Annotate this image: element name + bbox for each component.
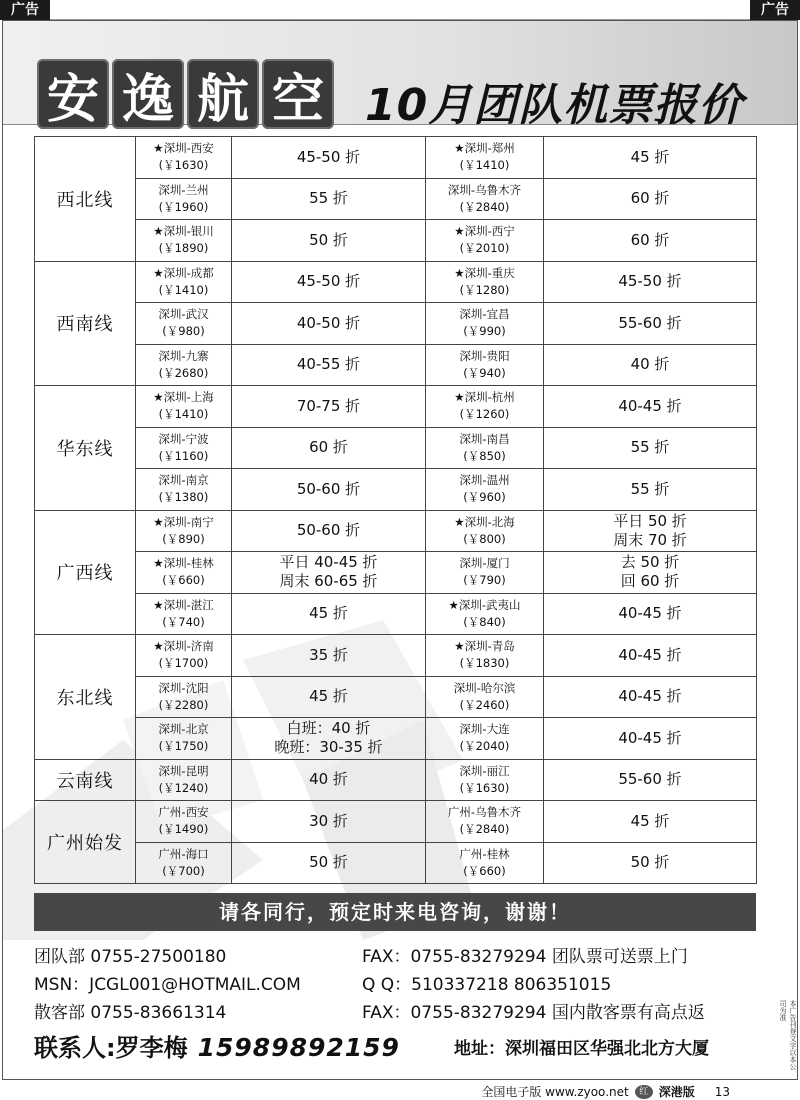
route-line: [426, 140, 543, 157]
route-name: 深圳-青岛: [464, 639, 515, 654]
discount-text: 45 折: [630, 811, 670, 830]
fare-row: [35, 676, 757, 718]
fare-row: [35, 759, 757, 801]
route-line: [426, 265, 543, 282]
discount-text: 平日 50 折: [613, 511, 687, 530]
route-line: [136, 306, 231, 323]
fare-row: [35, 261, 757, 303]
route-line: [426, 846, 543, 863]
route-name: 深圳-上海: [163, 390, 214, 405]
route-name: 深圳-北海: [464, 514, 515, 529]
discount-text: 45-50 折: [296, 272, 361, 291]
featured-star-icon: ★: [153, 224, 164, 239]
discount-cell: [544, 469, 757, 511]
discount-text: 45 折: [309, 687, 348, 706]
fare-row: [35, 552, 757, 594]
discount-text: 45-50 折: [618, 272, 682, 291]
discount-cell: [232, 552, 426, 594]
route-name: 深圳-厦门: [459, 556, 510, 571]
discount-cell: [544, 552, 757, 594]
discount-cell: [544, 718, 757, 760]
route-price: (￥1240): [158, 780, 209, 795]
route-price: (￥1890): [158, 241, 209, 256]
discount-cell: [232, 386, 426, 428]
route-name: 深圳-南昌: [459, 431, 510, 446]
route-cell: [426, 552, 544, 594]
route-cell: [426, 137, 544, 179]
route-name: 广州-桂林: [459, 846, 510, 861]
discount-text: 70-75 折: [296, 396, 361, 415]
route-cell: [136, 178, 232, 220]
region-label: 云南线: [35, 759, 136, 801]
route-line: [136, 182, 231, 199]
route-price: (￥1160): [158, 448, 209, 463]
discount-cell: [232, 593, 426, 635]
route-cell: [136, 801, 232, 843]
featured-star-icon: ★: [454, 390, 465, 405]
route-line: [136, 514, 231, 531]
route-cell: [426, 469, 544, 511]
fare-row: [35, 303, 757, 345]
featured-star-icon: ★: [153, 514, 164, 529]
edition-label: 深港版: [658, 1085, 695, 1099]
fare-table-body: [35, 137, 757, 884]
discount-cell: [232, 676, 426, 718]
route-name: 深圳-沈阳: [158, 680, 209, 695]
discount-text: 40-45 折: [618, 687, 682, 706]
discount-text: 60 折: [309, 438, 348, 457]
route-line: [136, 680, 231, 697]
route-name: 深圳-南京: [158, 473, 209, 488]
fare-row: [35, 386, 757, 428]
route-line: [136, 597, 231, 614]
discount-text: 50-60 折: [296, 479, 361, 498]
route-cell: [426, 718, 544, 760]
route-cell: [426, 635, 544, 677]
discount-cell: [232, 842, 426, 884]
featured-star-icon: ★: [153, 265, 164, 280]
fare-row: [35, 801, 757, 843]
route-name: 深圳-昆明: [158, 763, 209, 778]
contact-person-row: [34, 1028, 774, 1064]
discount-cell: [232, 469, 426, 511]
route-price: (￥660): [162, 573, 205, 588]
route-name: 深圳-桂林: [163, 556, 214, 571]
route-line: [426, 804, 543, 821]
route-cell: [136, 386, 232, 428]
discount-text: 40-45 折: [618, 645, 682, 664]
route-name: 广州-乌鲁木齐: [447, 805, 522, 820]
route-line: [136, 431, 231, 448]
discount-cell: [544, 759, 757, 801]
discount-text: 55 折: [630, 479, 670, 498]
route-price: (￥850): [463, 448, 506, 463]
contact-person: [34, 1028, 400, 1063]
route-price: (￥1750): [158, 739, 209, 754]
inquiry-banner: 请各同行，预定时来电咨询，谢谢！: [34, 893, 756, 931]
route-cell: [136, 593, 232, 635]
route-cell: [136, 427, 232, 469]
discount-cell: [544, 261, 757, 303]
page-number: 13: [714, 1084, 730, 1099]
discount-text: 50-60 折: [296, 521, 361, 540]
route-price: (￥940): [463, 365, 506, 380]
route-name: 深圳-大连: [459, 722, 510, 737]
discount-cell: [544, 842, 757, 884]
route-line: [426, 680, 543, 697]
discount-cell: [544, 344, 757, 386]
region-label: 东北线: [35, 635, 136, 760]
route-price: (￥1280): [459, 282, 510, 297]
route-name: 深圳-武汉: [158, 307, 209, 322]
route-price: (￥1410): [158, 407, 209, 422]
featured-star-icon: ★: [153, 597, 164, 612]
qq-numbers: Q Q：510337218 806351015: [362, 975, 612, 995]
route-price: (￥1830): [459, 656, 510, 671]
route-line: [426, 514, 543, 531]
route-line: [426, 431, 543, 448]
discount-cell: [544, 427, 757, 469]
route-line: [426, 763, 543, 780]
region-label: 广西线: [35, 510, 136, 635]
route-name: 深圳-杭州: [464, 390, 515, 405]
route-line: [426, 348, 543, 365]
discount-cell: [544, 635, 757, 677]
region-label: 广州始发: [35, 801, 136, 884]
route-name: 深圳-西宁: [464, 224, 515, 239]
discount-text: 45 折: [309, 604, 348, 623]
discount-text: 45 折: [630, 147, 670, 166]
brand-char: 安: [37, 59, 109, 129]
route-cell: [136, 344, 232, 386]
brand-char: 航: [187, 59, 259, 129]
route-name: 广州-西安: [158, 805, 209, 820]
fare-row: [35, 842, 757, 884]
route-line: [136, 638, 231, 655]
route-name: 深圳-西安: [163, 141, 214, 156]
discount-cell: [232, 261, 426, 303]
route-price: (￥2460): [459, 697, 510, 712]
route-price: (￥1630): [158, 158, 209, 173]
route-name: 深圳-重庆: [464, 265, 515, 280]
route-price: (￥990): [463, 324, 506, 339]
route-name: 深圳-成都: [163, 265, 214, 280]
discount-text: 60 折: [630, 189, 670, 208]
route-cell: [426, 759, 544, 801]
discount-cell: [544, 220, 757, 262]
route-cell: [426, 178, 544, 220]
page-title: 10月团队机票报价: [365, 80, 744, 131]
route-price: (￥2010): [459, 241, 510, 256]
discount-text: 40 折: [630, 355, 670, 374]
route-price: (￥700): [162, 863, 205, 878]
fare-row: [35, 178, 757, 220]
discount-cell: [232, 303, 426, 345]
discount-cell: [544, 801, 757, 843]
route-price: (￥2040): [459, 739, 510, 754]
discount-text: 55-60 折: [618, 770, 682, 789]
route-name: 广州-海口: [158, 846, 209, 861]
route-price: (￥1490): [158, 822, 209, 837]
route-cell: [136, 759, 232, 801]
route-price: (￥840): [463, 614, 506, 629]
discount-cell: [544, 137, 757, 179]
contact-info: [34, 940, 774, 1064]
discount-text: 45-50 折: [296, 147, 361, 166]
route-price: (￥890): [162, 531, 205, 546]
mobile-number: 15989892159: [197, 1033, 400, 1062]
featured-star-icon: ★: [454, 141, 465, 156]
route-price: (￥660): [463, 863, 506, 878]
route-line: [426, 555, 543, 572]
route-price: (￥1410): [459, 158, 510, 173]
route-price: (￥2280): [158, 697, 209, 712]
route-cell: [426, 593, 544, 635]
team-fax: FAX：0755-83279294 团队票可送票上门: [362, 947, 688, 967]
fare-row: [35, 137, 757, 179]
route-cell: [426, 386, 544, 428]
contact-row: [34, 940, 774, 968]
page-footer: [481, 1083, 730, 1100]
featured-star-icon: ★: [454, 265, 465, 280]
route-cell: [426, 676, 544, 718]
fare-row: [35, 635, 757, 677]
route-price: (￥1410): [158, 282, 209, 297]
msn-address: MSN：JCGL001@HOTMAIL.COM: [34, 975, 301, 995]
featured-star-icon: ★: [454, 639, 465, 654]
route-cell: [136, 137, 232, 179]
route-line: [426, 389, 543, 406]
route-cell: [136, 676, 232, 718]
publication-logo-icon: 红: [635, 1085, 653, 1099]
discount-cell: [232, 220, 426, 262]
discount-text: 55-60 折: [618, 313, 682, 332]
team-dept-phone: 团队部 0755-27500180: [34, 947, 227, 967]
discount-text: 40-45 折: [618, 396, 682, 415]
discount-text: 回 60 折: [620, 572, 680, 591]
fare-row: [35, 427, 757, 469]
discount-text: 40-55 折: [296, 355, 361, 374]
route-line: [136, 763, 231, 780]
route-cell: [426, 261, 544, 303]
region-label: 西北线: [35, 137, 136, 262]
route-cell: [136, 220, 232, 262]
route-name: 深圳-宜昌: [459, 307, 510, 322]
route-price: (￥2680): [158, 365, 209, 380]
route-cell: [426, 303, 544, 345]
featured-star-icon: ★: [153, 639, 164, 654]
fare-row: [35, 469, 757, 511]
discount-text: 白班：40 折: [286, 719, 371, 738]
route-line: [136, 472, 231, 489]
route-line: [426, 472, 543, 489]
discount-cell: [232, 759, 426, 801]
route-cell: [136, 842, 232, 884]
route-name: 深圳-哈尔滨: [453, 680, 516, 695]
route-cell: [426, 220, 544, 262]
route-name: 深圳-温州: [459, 473, 510, 488]
individual-fax: FAX：0755-83279294 国内散客票有高点返: [362, 1003, 705, 1023]
route-line: [426, 638, 543, 655]
route-line: [426, 597, 543, 614]
individual-dept-phone: 散客部 0755-83661314: [34, 1003, 227, 1023]
fare-row: [35, 220, 757, 262]
route-name: 深圳-南宁: [163, 514, 214, 529]
discount-cell: [232, 718, 426, 760]
discount-text: 去 50 折: [620, 553, 680, 572]
featured-star-icon: ★: [153, 556, 164, 571]
discount-text: 40 折: [309, 770, 348, 789]
discount-text: 晚班：30-35 折: [274, 738, 383, 757]
ad-tag-right: 广告: [750, 0, 800, 20]
discount-text: 40-50 折: [296, 313, 361, 332]
route-price: (￥2840): [459, 822, 510, 837]
discount-cell: [232, 635, 426, 677]
discount-cell: [232, 344, 426, 386]
route-price: (￥800): [463, 531, 506, 546]
fare-row: [35, 510, 757, 552]
route-cell: [136, 469, 232, 511]
route-line: [136, 389, 231, 406]
route-cell: [136, 718, 232, 760]
route-line: [136, 223, 231, 240]
discount-text: 40-45 折: [618, 604, 682, 623]
route-cell: [136, 261, 232, 303]
featured-star-icon: ★: [153, 141, 164, 156]
route-name: 深圳-银川: [163, 224, 214, 239]
side-note: 本广告刊登文字以本公司为准: [779, 1000, 797, 1070]
region-label: 西南线: [35, 261, 136, 386]
featured-star-icon: ★: [153, 390, 164, 405]
discount-text: 50 折: [309, 230, 348, 249]
contact-row: [34, 996, 774, 1024]
discount-text: 50 折: [309, 853, 348, 872]
route-name: 深圳-武夷山: [458, 597, 521, 612]
route-name: 深圳-郑州: [464, 141, 515, 156]
discount-text: 30 折: [309, 811, 348, 830]
featured-star-icon: ★: [454, 224, 465, 239]
route-name: 深圳-湛江: [163, 597, 214, 612]
route-cell: [426, 510, 544, 552]
discount-cell: [544, 386, 757, 428]
route-price: (￥2840): [459, 199, 510, 214]
discount-cell: [544, 178, 757, 220]
route-price: (￥960): [463, 490, 506, 505]
discount-cell: [232, 801, 426, 843]
route-name: 深圳-丽江: [459, 763, 510, 778]
route-price: (￥1260): [459, 407, 510, 422]
route-line: [136, 804, 231, 821]
route-line: [426, 306, 543, 323]
route-line: [136, 140, 231, 157]
discount-cell: [232, 427, 426, 469]
route-price: (￥790): [463, 573, 506, 588]
route-price: (￥740): [162, 614, 205, 629]
route-line: [136, 846, 231, 863]
route-name: 深圳-济南: [163, 639, 214, 654]
discount-cell: [544, 510, 757, 552]
route-cell: [136, 635, 232, 677]
header: [3, 21, 797, 131]
route-name: 深圳-北京: [158, 722, 209, 737]
brand-char: 逸: [112, 59, 184, 129]
discount-text: 40-45 折: [618, 728, 682, 747]
route-price: (￥1630): [459, 780, 510, 795]
fare-row: [35, 593, 757, 635]
route-line: [136, 555, 231, 572]
region-label: 华东线: [35, 386, 136, 511]
route-price: (￥1700): [158, 656, 209, 671]
route-cell: [136, 303, 232, 345]
brand-char: 空: [262, 59, 334, 129]
route-cell: [426, 842, 544, 884]
discount-text: 周末 70 折: [613, 530, 687, 549]
discount-cell: [544, 303, 757, 345]
route-cell: [426, 344, 544, 386]
discount-text: 35 折: [309, 645, 348, 664]
discount-text: 60 折: [630, 230, 670, 249]
route-line: [426, 182, 543, 199]
route-price: (￥1960): [158, 199, 209, 214]
route-price: (￥980): [162, 324, 205, 339]
discount-text: 平日 40-45 折: [279, 553, 378, 572]
discount-cell: [544, 676, 757, 718]
discount-text: 55 折: [630, 438, 670, 457]
fare-table: [34, 136, 757, 884]
contact-row: [34, 968, 774, 996]
route-line: [426, 223, 543, 240]
footer-site: 全国电子版 www.zyoo.net: [481, 1085, 629, 1099]
route-name: 深圳-贵阳: [459, 348, 510, 363]
route-cell: [426, 427, 544, 469]
route-name: 深圳-宁波: [158, 431, 209, 446]
route-line: [136, 265, 231, 282]
contact-person-label: 联系人:罗李梅: [34, 1034, 188, 1062]
route-cell: [136, 552, 232, 594]
route-name: 深圳-乌鲁木齐: [447, 182, 522, 197]
discount-text: 55 折: [309, 189, 348, 208]
route-cell: [136, 510, 232, 552]
route-name: 深圳-兰州: [158, 182, 209, 197]
discount-text: 周末 60-65 折: [279, 572, 378, 591]
featured-star-icon: ★: [454, 514, 465, 529]
discount-cell: [544, 593, 757, 635]
route-price: (￥1380): [158, 490, 209, 505]
fare-row: [35, 344, 757, 386]
featured-star-icon: ★: [448, 597, 459, 612]
office-address: 地址：深圳福田区华强北北方大厦: [454, 1039, 709, 1059]
route-line: [426, 721, 543, 738]
route-line: [136, 348, 231, 365]
discount-cell: [232, 510, 426, 552]
fare-row: [35, 718, 757, 760]
route-line: [136, 721, 231, 738]
route-cell: [426, 801, 544, 843]
route-name: 深圳-九寨: [158, 348, 209, 363]
ad-tag-left: 广告: [0, 0, 50, 20]
brand-logo: [37, 59, 334, 129]
discount-cell: [232, 137, 426, 179]
discount-cell: [232, 178, 426, 220]
discount-text: 50 折: [630, 853, 670, 872]
